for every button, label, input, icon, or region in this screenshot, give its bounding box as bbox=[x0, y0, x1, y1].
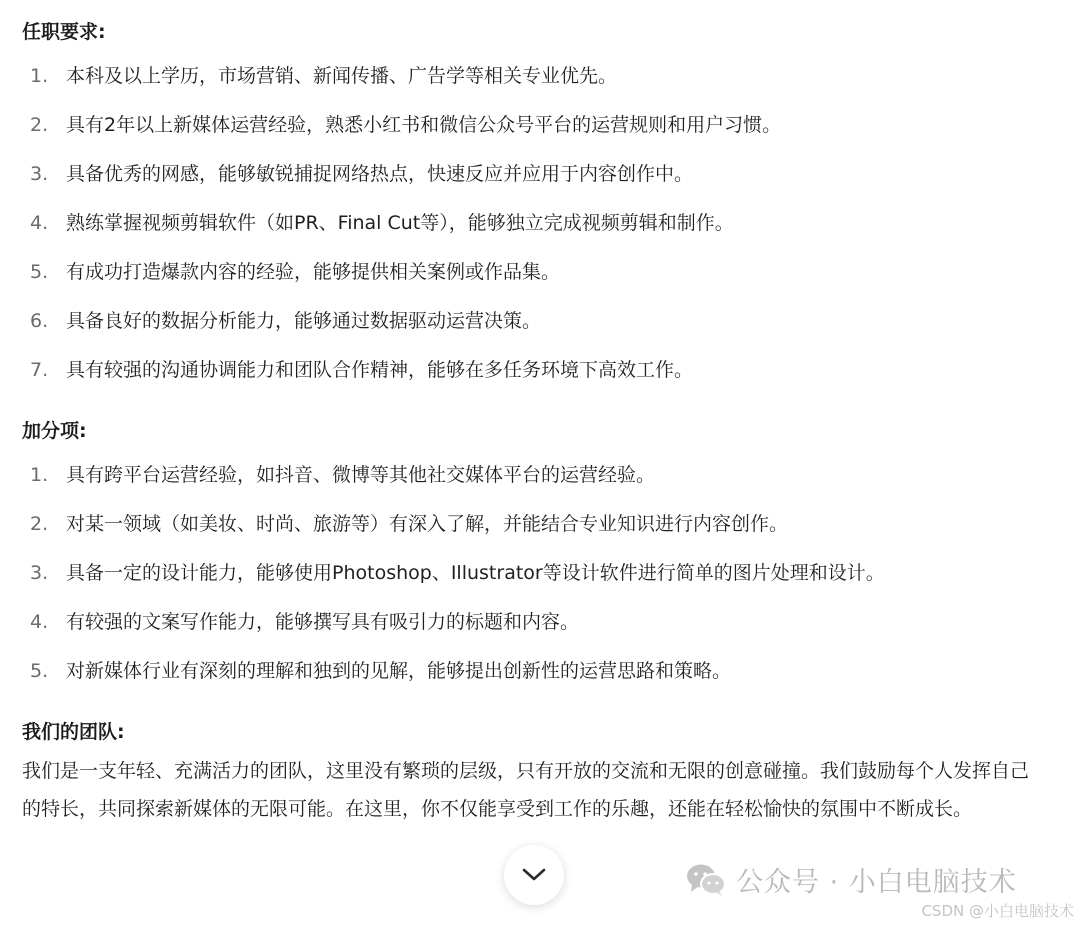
list-text: 具有跨平台运营经验，如抖音、微博等其他社交媒体平台的运营经验。 bbox=[66, 464, 656, 486]
list-number: 7. bbox=[30, 359, 49, 381]
list-item bbox=[22, 500, 1062, 549]
list-item bbox=[22, 451, 1062, 500]
list-number: 4. bbox=[30, 212, 49, 234]
list-text: 具有2年以上新媒体运营经验，熟悉小红书和微信公众号平台的运营规则和用户习惯。 bbox=[66, 114, 782, 136]
list-number: 3. bbox=[30, 163, 49, 185]
list-number: 2. bbox=[30, 513, 49, 535]
chevron-down-icon bbox=[521, 867, 547, 883]
list-number: 5. bbox=[30, 660, 49, 682]
list-number: 4. bbox=[30, 611, 49, 633]
list-text: 本科及以上学历，市场营销、新闻传播、广告学等相关专业优先。 bbox=[66, 65, 618, 87]
list-item bbox=[22, 150, 1062, 199]
list-text: 具备良好的数据分析能力，能够通过数据驱动运营决策。 bbox=[66, 310, 542, 332]
list-text: 有较强的文案写作能力，能够撰写具有吸引力的标题和内容。 bbox=[66, 611, 580, 633]
list-text: 对某一领域（如美妆、时尚、旅游等）有深入了解，并能结合专业知识进行内容创作。 bbox=[66, 513, 789, 535]
list-item bbox=[22, 647, 1062, 696]
list-text: 具有较强的沟通协调能力和团队合作精神，能够在多任务环境下高效工作。 bbox=[66, 359, 694, 381]
requirements-list bbox=[22, 52, 1062, 395]
list-number: 5. bbox=[30, 261, 49, 283]
document-body bbox=[22, 12, 1062, 828]
wechat-watermark bbox=[686, 860, 1017, 899]
list-item bbox=[22, 199, 1062, 248]
list-item bbox=[22, 248, 1062, 297]
list-item bbox=[22, 346, 1062, 395]
scroll-down-button[interactable] bbox=[504, 845, 564, 905]
team-paragraph: 我们是一支年轻、充满活力的团队，这里没有繁琐的层级，只有开放的交流和无限的创意碰撞。我们鼓励每个人发挥自己的特长，共同探索新媒体的无限可能。在这里，你不仅能享受到工作的乐趣，还能在轻松愉快的氛围中不断成长。 bbox=[22, 760, 1030, 820]
csdn-watermark: CSDN @小白电脑技术 bbox=[921, 902, 1074, 920]
list-item bbox=[22, 52, 1062, 101]
section-title-requirements: 任职要求: bbox=[22, 21, 106, 43]
list-text: 熟练掌握视频剪辑软件（如PR、Final Cut等），能够独立完成视频剪辑和制作。 bbox=[66, 212, 734, 234]
list-number: 6. bbox=[30, 310, 49, 332]
list-text: 有成功打造爆款内容的经验，能够提供相关案例或作品集。 bbox=[66, 261, 561, 283]
list-text: 具备优秀的网感，能够敏锐捕捉网络热点，快速反应并应用于内容创作中。 bbox=[66, 163, 694, 185]
list-number: 3. bbox=[30, 562, 49, 584]
list-item bbox=[22, 297, 1062, 346]
section-title-bonus: 加分项: bbox=[22, 420, 87, 442]
list-number: 1. bbox=[30, 65, 49, 87]
list-text: 对新媒体行业有深刻的理解和独到的见解，能够提出创新性的运营思路和策略。 bbox=[66, 660, 732, 682]
list-number: 1. bbox=[30, 464, 49, 486]
list-text: 具备一定的设计能力，能够使用Photoshop、Illustrator等设计软件进行简单的图片处理和设计。 bbox=[66, 562, 885, 584]
list-item bbox=[22, 549, 1062, 598]
list-number: 2. bbox=[30, 114, 49, 136]
watermark-text: 公众号 · 小白电脑技术 bbox=[736, 867, 1017, 898]
list-item bbox=[22, 101, 1062, 150]
list-item bbox=[22, 598, 1062, 647]
bonus-list bbox=[22, 451, 1062, 696]
wechat-icon bbox=[686, 863, 726, 897]
section-title-team: 我们的团队: bbox=[22, 721, 125, 743]
